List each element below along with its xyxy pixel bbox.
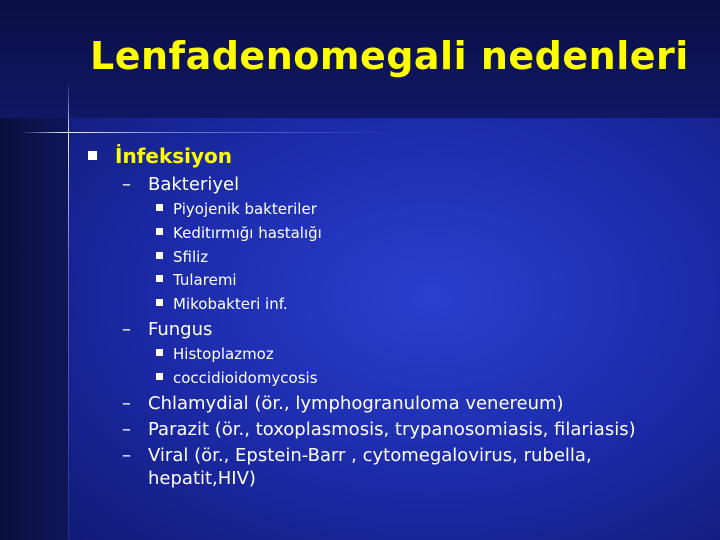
square-bullet-icon xyxy=(156,228,163,235)
dash-icon: – xyxy=(122,319,131,340)
list-item xyxy=(156,369,318,387)
decorative-vertical-line xyxy=(68,80,69,540)
slide-title: Lenfadenomegali nedenleri xyxy=(90,34,689,78)
list-item-label: Keditırmığı hastalığı xyxy=(173,224,322,242)
square-bullet-icon xyxy=(88,151,97,160)
square-bullet-icon xyxy=(156,373,163,380)
cause-viral-continuation xyxy=(148,468,256,489)
group-label: Bakteriyel xyxy=(148,174,240,195)
list-item-label: Sfiliz xyxy=(173,248,209,266)
list-item xyxy=(156,345,274,363)
cause-parazit xyxy=(122,419,636,440)
list-item-label: Mikobakteri inf. xyxy=(173,295,288,313)
cause-label: Viral (ör., Epstein-Barr , cytomegalovirus, rubella, xyxy=(148,445,592,466)
square-bullet-icon xyxy=(156,275,163,282)
dash-icon: – xyxy=(122,445,131,466)
group-label: Fungus xyxy=(148,319,213,340)
list-item xyxy=(156,248,208,266)
list-item-label: coccidioidomycosis xyxy=(173,369,318,387)
square-bullet-icon xyxy=(156,349,163,356)
dash-icon: – xyxy=(122,174,131,195)
list-item xyxy=(156,271,237,289)
group-fungus xyxy=(122,319,212,340)
cause-label: hepatit,HIV) xyxy=(148,468,256,489)
list-item xyxy=(156,295,288,313)
heading-infeksiyon xyxy=(88,144,232,168)
cause-viral xyxy=(122,445,592,466)
decorative-horizontal-line xyxy=(20,132,400,133)
cause-label: Chlamydial (ör., lymphogranuloma venereum) xyxy=(148,393,564,414)
list-item-label: Tularemi xyxy=(173,271,237,289)
square-bullet-icon xyxy=(156,204,163,211)
list-item-label: Histoplazmoz xyxy=(173,345,274,363)
square-bullet-icon xyxy=(156,299,163,306)
dash-icon: – xyxy=(122,419,131,440)
list-item-label: Piyojenik bakteriler xyxy=(173,200,317,218)
dash-icon: – xyxy=(122,393,131,414)
cause-label: Parazit (ör., toxoplasmosis, trypanosomiasis, filariasis) xyxy=(148,419,636,440)
list-item xyxy=(156,200,317,218)
square-bullet-icon xyxy=(156,252,163,259)
group-bakteriyel xyxy=(122,174,239,195)
heading-label: İnfeksiyon xyxy=(115,144,233,168)
cause-chlamydial xyxy=(122,393,564,414)
list-item xyxy=(156,224,322,242)
